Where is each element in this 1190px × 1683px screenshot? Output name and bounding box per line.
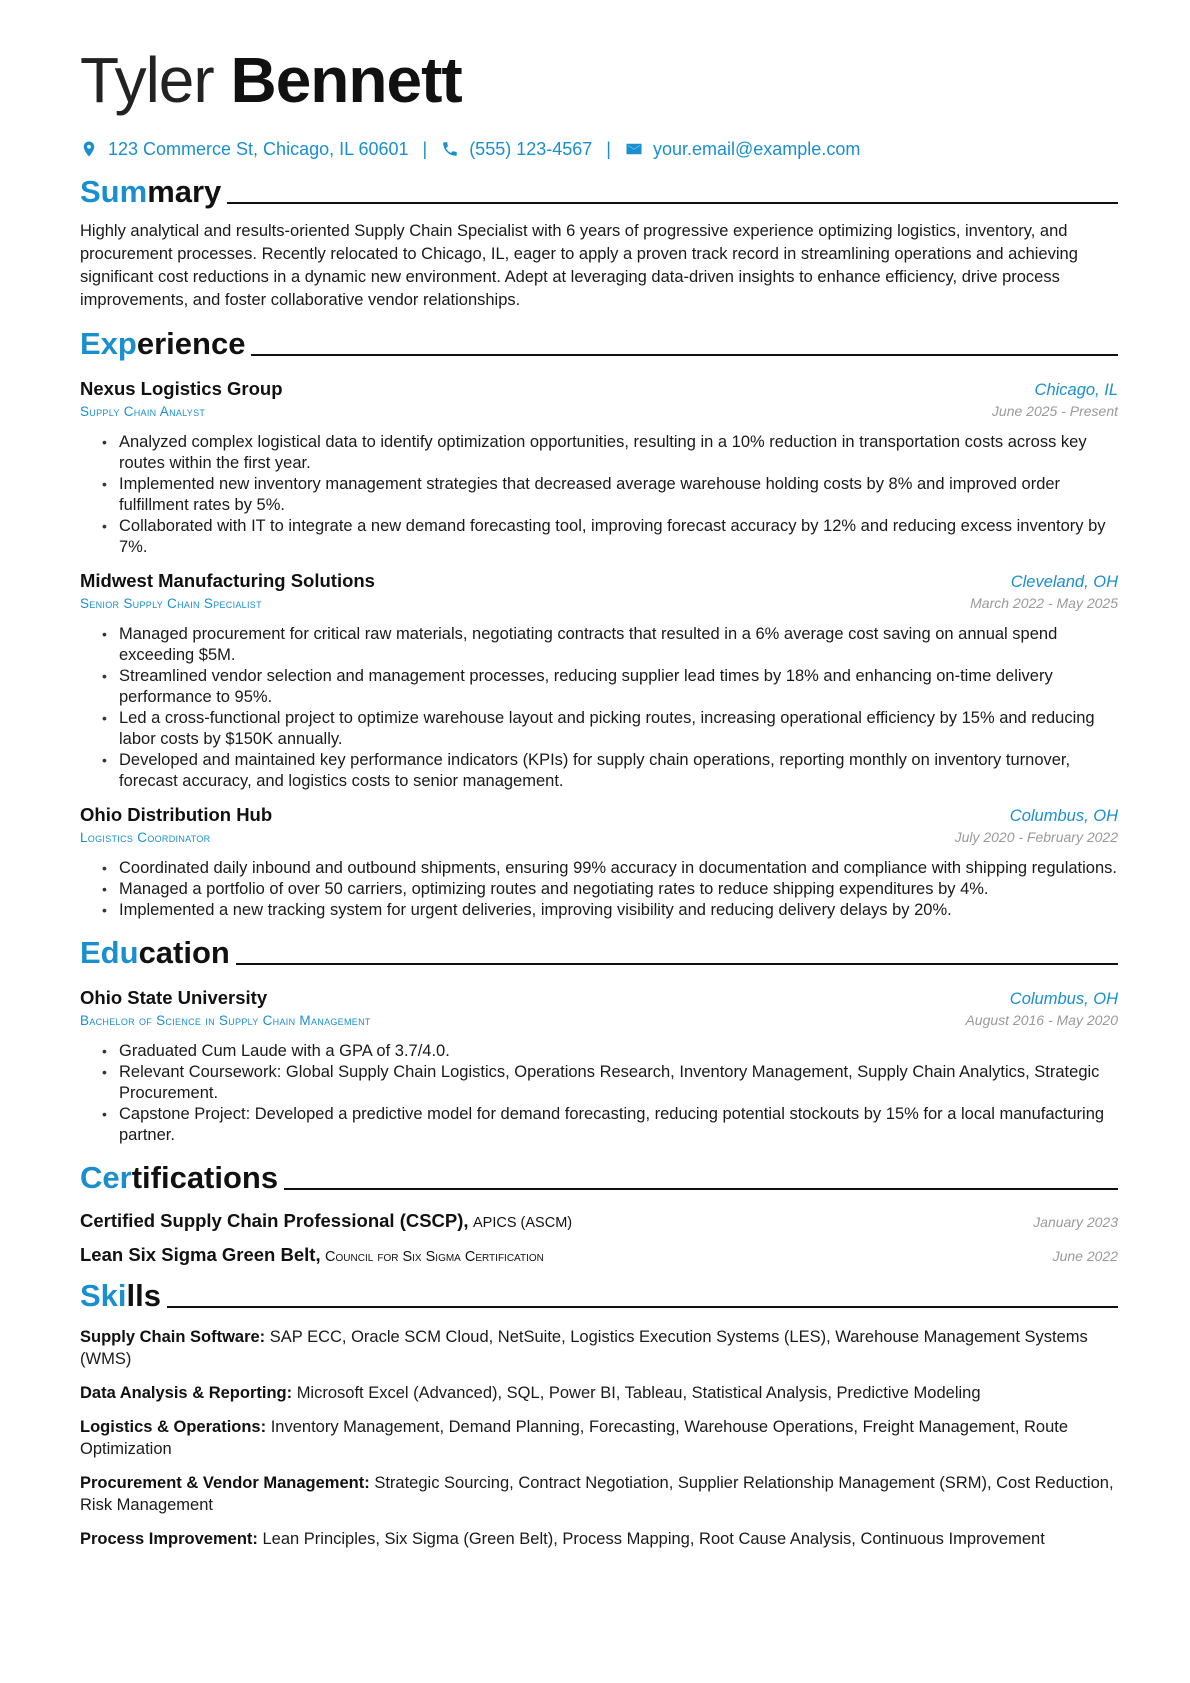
bullet-list	[102, 624, 1118, 792]
contact-separator: |	[606, 138, 611, 159]
skill-values: Strategic Sourcing, Contract Negotiation, Supplier Relationship Management (SRM), Cost Reduction, Risk Management	[80, 1474, 1114, 1514]
experience-entry	[80, 568, 1118, 792]
summary-heading	[80, 172, 1118, 210]
list-item: • Streamlined vendor selection and management processes, reducing supplier lead times by 18% and enhancing on-time delivery performance to 95%.	[102, 666, 1118, 708]
list-item: • Led a cross-functional project to optimize warehouse layout and picking routes, increasing operational efficiency by 15% and reducing labor costs by $150K annually.	[102, 708, 1118, 750]
bullet-list	[102, 858, 1118, 921]
resume-page	[80, 40, 1118, 1550]
school-location: Columbus, OH	[1009, 990, 1118, 1008]
section-title: Education	[80, 935, 230, 970]
address-text: 123 Commerce St, Chicago, IL 60601	[108, 138, 409, 159]
section-title: Experience	[80, 326, 246, 361]
job-title: Senior Supply Chain Specialist	[80, 596, 262, 611]
address-item	[80, 139, 409, 160]
job-location: Cleveland, OH	[1010, 573, 1118, 591]
list-item: • Graduated Cum Laude with a GPA of 3.7/4.0.	[102, 1041, 1118, 1062]
company-name: Nexus Logistics Group	[80, 378, 283, 399]
list-item: • Relevant Coursework: Global Supply Chain Logistics, Operations Research, Inventory Management, Supply Chain Analytics, Strategic Procurement.	[102, 1062, 1118, 1104]
job-dates: July 2020 - February 2022	[954, 829, 1118, 845]
bullet-list	[102, 1041, 1118, 1146]
job-title: Logistics Coordinator	[80, 830, 211, 845]
certification-item: Lean Six Sigma Green Belt, Council for Six Sigma Certification June 2022	[80, 1244, 1118, 1265]
company-name: Midwest Manufacturing Solutions	[80, 570, 375, 591]
certification-name: Lean Six Sigma Green Belt	[80, 1244, 316, 1265]
section-title: Skills	[80, 1278, 161, 1313]
skill-values: Microsoft Excel (Advanced), SQL, Power BI, Tableau, Statistical Analysis, Predictive Modeling	[296, 1384, 981, 1402]
skill-group	[80, 1416, 1118, 1460]
list-item: • Implemented a new tracking system for urgent deliveries, improving visibility and reducing delivery delays by 20%.	[102, 900, 1118, 921]
job-title: Supply Chain Analyst	[80, 404, 206, 419]
job-location: Chicago, IL	[1034, 381, 1118, 399]
certification-item: Certified Supply Chain Professional (CSCP), APICS (ASCM) January 2023	[80, 1210, 1118, 1231]
company-name: Ohio Distribution Hub	[80, 804, 273, 825]
bullet-list	[102, 432, 1118, 558]
skill-label: Data Analysis & Reporting:	[80, 1384, 293, 1402]
list-item: • Implemented new inventory management strategies that decreased average warehouse holding costs by 8% and improved order fulfillment rates by 5%.	[102, 474, 1118, 516]
degree-title: Bachelor of Science in Supply Chain Management	[80, 1013, 371, 1028]
phone-item[interactable]	[441, 139, 592, 160]
skill-label: Supply Chain Software:	[80, 1328, 266, 1346]
certifications-heading	[80, 1158, 1118, 1196]
list-item: • Capstone Project: Developed a predictive model for demand forecasting, reducing potential stockouts by 15% for a local manufacturing partner.	[102, 1104, 1118, 1146]
skill-label: Process Improvement:	[80, 1530, 258, 1548]
contact-line	[80, 136, 1118, 162]
skill-group	[80, 1528, 1118, 1550]
section-rule	[227, 202, 1118, 204]
certification-date: January 2023	[1033, 1214, 1118, 1230]
skill-values: Inventory Management, Demand Planning, Forecasting, Warehouse Operations, Freight Management, Route Optimization	[80, 1418, 1069, 1458]
email-text: your.email@example.com	[652, 138, 861, 159]
job-location: Columbus, OH	[1009, 807, 1118, 825]
skill-label: Logistics & Operations:	[80, 1418, 267, 1436]
section-rule	[236, 963, 1118, 965]
school-dates: August 2016 - May 2020	[965, 1012, 1118, 1028]
last-name: Bennett	[230, 44, 462, 116]
contact-separator: |	[422, 138, 428, 159]
list-item: • Managed procurement for critical raw materials, negotiating contracts that resulted in a 6% average cost saving on annual spend exceeding $5M.	[102, 624, 1118, 666]
skill-values: SAP ECC, Oracle SCM Cloud, NetSuite, Logistics Execution Systems (LES), Warehouse Management Systems (WMS)	[80, 1328, 1088, 1368]
experience-heading	[80, 324, 1118, 362]
candidate-name	[80, 40, 1118, 122]
phone-text: (555) 123-4567	[469, 138, 593, 159]
certification-issuer: Council for Six Sigma Certification	[325, 1249, 544, 1265]
list-item: • Analyzed complex logistical data to identify optimization opportunities, resulting in a 10% reduction in transportation costs across key routes within the first year.	[102, 432, 1118, 474]
section-rule	[167, 1306, 1118, 1308]
experience-entry	[80, 802, 1118, 921]
certification-issuer: APICS (ASCM)	[473, 1215, 573, 1231]
section-title: Certifications	[80, 1160, 279, 1195]
email-item[interactable]	[625, 139, 860, 160]
skills-heading	[80, 1276, 1118, 1314]
section-rule	[284, 1188, 1118, 1190]
list-item: • Managed a portfolio of over 50 carriers, optimizing routes and negotiating rates to reduce shipping expenditures by 4%.	[102, 879, 1118, 900]
list-item: • Developed and maintained key performance indicators (KPIs) for supply chain operations, reporting monthly on inventory turnover, forecast accuracy, and logistics costs to senior management.	[102, 750, 1118, 792]
education-entry	[80, 985, 1118, 1146]
education-heading	[80, 933, 1118, 971]
section-title: Summary	[80, 174, 222, 209]
envelope-icon	[625, 140, 643, 158]
certification-name: Certified Supply Chain Professional (CSCP)	[80, 1210, 464, 1231]
summary-text: Highly analytical and results-oriented Supply Chain Specialist with 6 years of progressive experience optimizing logistics, inventory, and procurement processes. Recently relocated to Chicago, IL, eager to apply a proven track record in streamlining operations and achieving significant cost reductions in a dynamic new environment. Adept at leveraging data-driven insights to enhance efficiency, drive process improvements, and foster collaborative vendor relationships.	[80, 222, 1078, 309]
experience-entry	[80, 376, 1118, 558]
list-item: • Coordinated daily inbound and outbound shipments, ensuring 99% accuracy in documentation and compliance with shipping regulations.	[102, 858, 1118, 879]
skill-label: Procurement & Vendor Management:	[80, 1474, 370, 1492]
skill-values: Lean Principles, Six Sigma (Green Belt), Process Mapping, Root Cause Analysis, Continuous Improvement	[262, 1530, 1045, 1548]
job-dates: June 2025 - Present	[991, 403, 1118, 419]
map-pin-icon	[80, 140, 98, 158]
skill-group	[80, 1382, 1118, 1404]
first-name: Tyler	[80, 44, 214, 116]
phone-icon	[441, 140, 459, 158]
skill-group	[80, 1472, 1118, 1516]
section-rule	[251, 354, 1118, 356]
list-item: • Collaborated with IT to integrate a new demand forecasting tool, improving forecast accuracy by 12% and reducing excess inventory by 7%.	[102, 516, 1118, 558]
job-dates: March 2022 - May 2025	[970, 595, 1118, 611]
skill-group	[80, 1326, 1118, 1370]
school-name: Ohio State University	[80, 987, 268, 1008]
certification-date: June 2022	[1052, 1248, 1118, 1264]
